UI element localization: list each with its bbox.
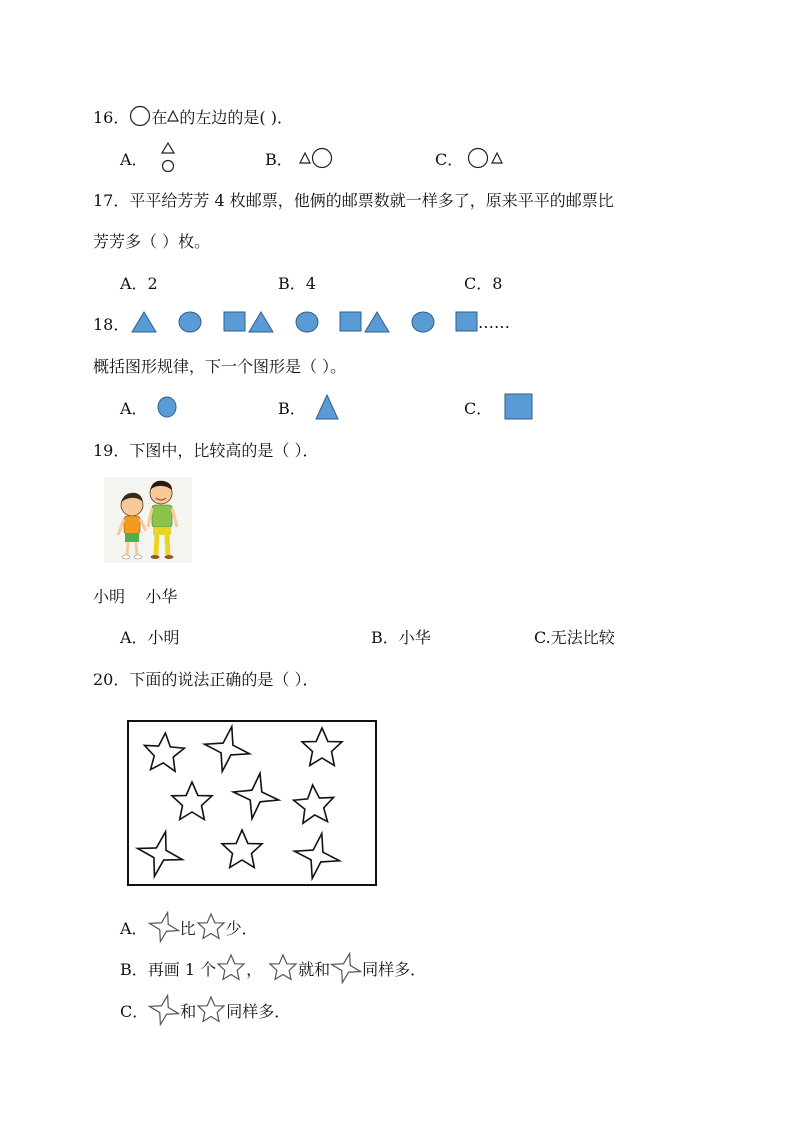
square-shape-icon — [504, 393, 534, 421]
circle-icon — [129, 105, 151, 127]
stars-box — [126, 718, 380, 888]
question-text: 在 — [151, 107, 168, 127]
option-b[interactable]: B．4 — [278, 274, 316, 293]
ellipsis: …… — [478, 313, 510, 332]
four-point-star-icon — [148, 911, 180, 943]
two-boys-illustration — [104, 477, 192, 563]
question-17-line2: 芳芳多（ ）枚。 — [93, 232, 211, 251]
option-a[interactable]: A． — [120, 395, 178, 419]
question-18 — [93, 310, 129, 336]
circle-shape — [296, 312, 318, 332]
circle-shape — [412, 312, 434, 332]
option-a[interactable]: A． 比 少． — [120, 911, 258, 943]
option-c[interactable]: C． 和 同样多． — [120, 994, 290, 1026]
question-number: 20． — [93, 669, 130, 689]
triangle-shape-icon — [314, 393, 340, 421]
circle-icon — [311, 147, 333, 169]
question-number: 19． — [93, 440, 130, 460]
option-c[interactable]: C.无法比较 — [534, 628, 615, 647]
shape-sequence — [130, 309, 490, 337]
five-point-star-icon — [196, 912, 226, 942]
option-c[interactable]: C． — [464, 392, 534, 422]
question-18-prompt: 概括图形规律，下一个图形是（ ）。 — [93, 357, 347, 376]
square-shape — [340, 312, 361, 331]
five-point-star-icon — [268, 953, 298, 983]
triangle-icon — [299, 152, 311, 164]
question-text: 平平给芳芳 4 枚邮票，他俩的邮票数就一样多了，原来平平的邮票比 — [129, 190, 614, 210]
circle-shape — [179, 312, 201, 332]
question-number: 17． — [93, 190, 130, 210]
triangle-icon — [491, 152, 503, 164]
question-number: 18． — [93, 314, 130, 334]
question-text: 下图中，比较高的是（ ）． — [129, 440, 319, 460]
boy-names: 小明 小华 — [93, 587, 178, 606]
question-16 — [93, 104, 293, 128]
four-point-star-icon — [148, 994, 180, 1026]
five-point-star-icon — [196, 995, 226, 1025]
triangle-above-circle-icon — [156, 141, 180, 175]
triangle-shape — [249, 312, 273, 332]
square-shape — [224, 312, 245, 331]
triangle-shape — [365, 312, 389, 332]
five-point-star-icon — [216, 953, 246, 983]
question-17 — [93, 187, 614, 211]
option-a[interactable]: A． — [120, 140, 180, 176]
option-b[interactable]: B． — [278, 393, 340, 421]
question-19 — [93, 437, 318, 461]
question-text: 的左边的是( )． — [179, 107, 293, 127]
option-b[interactable]: B．小华 — [371, 628, 431, 647]
square-shape — [456, 312, 477, 331]
option-b[interactable]: B．再画 1 个 ， 就和 同样多． — [120, 952, 426, 984]
option-a[interactable]: A．2 — [120, 274, 158, 293]
option-a[interactable]: A．小明 — [120, 628, 180, 647]
question-20 — [93, 666, 318, 690]
option-c[interactable]: C．8 — [464, 274, 503, 293]
option-b[interactable]: B． — [265, 146, 333, 170]
option-c[interactable]: C． — [435, 146, 503, 170]
question-text: 下面的说法正确的是（ ）． — [129, 669, 319, 689]
four-point-star-icon — [330, 952, 362, 984]
circle-shape-icon — [156, 396, 178, 418]
question-number: 16． — [93, 107, 130, 127]
triangle-icon — [167, 110, 179, 122]
circle-icon — [467, 147, 489, 169]
triangle-shape — [132, 312, 156, 332]
